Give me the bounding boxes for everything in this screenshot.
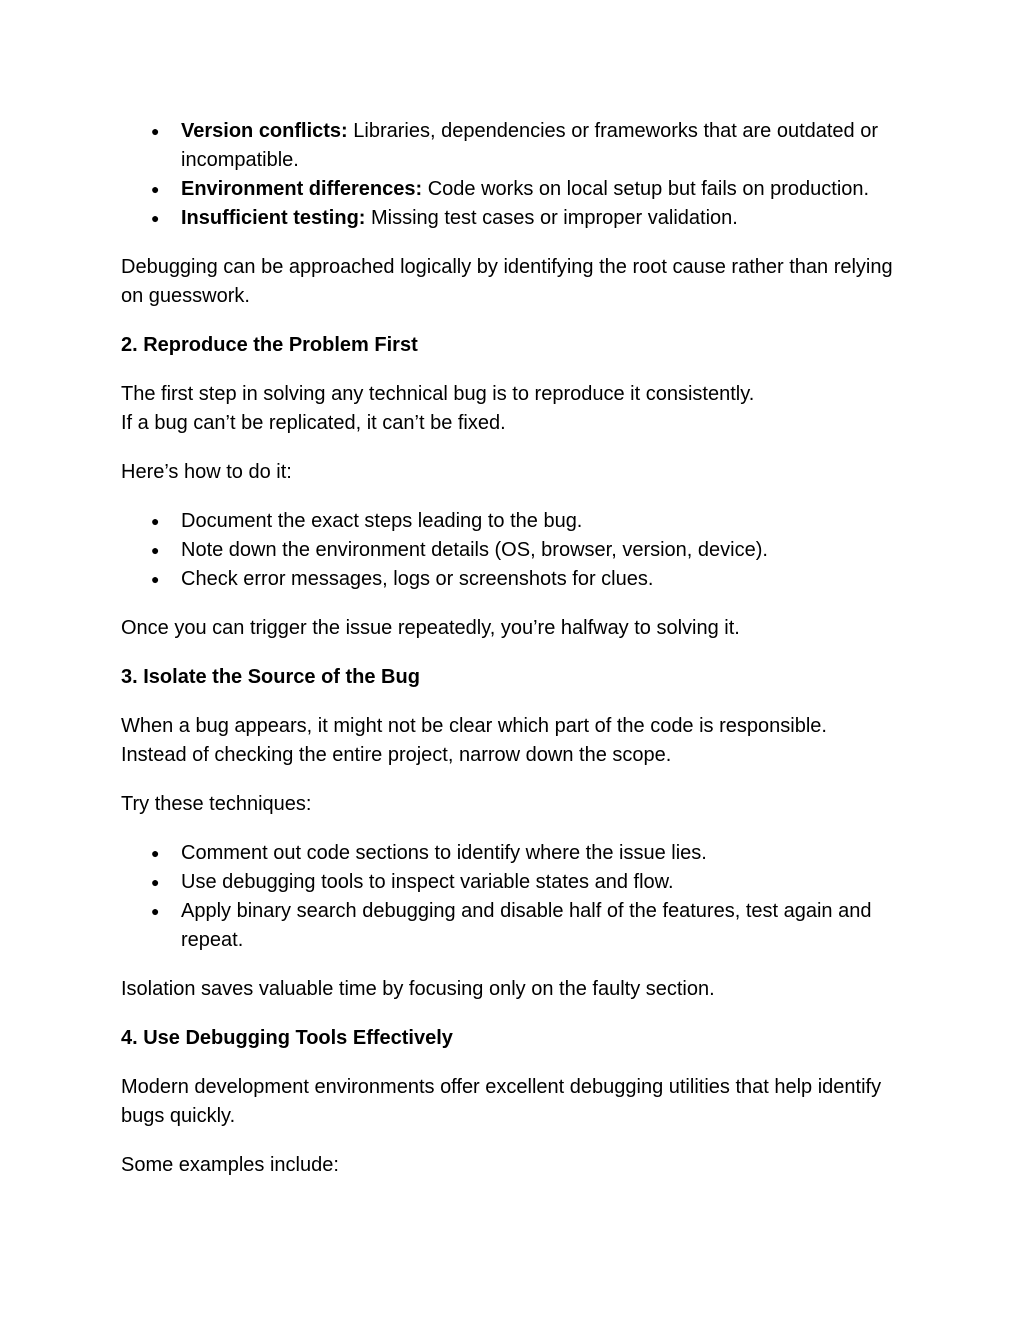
paragraph-line: If a bug can’t be replicated, it can’t be fixed. [121, 412, 506, 434]
section-3-bullet-list [121, 839, 901, 955]
bullet-icon: ● [151, 845, 160, 861]
bullet-text: Document the exact steps leading to the bug. [181, 510, 583, 532]
section-2-bullet-list [121, 507, 901, 594]
section-2-lead: Here’s how to do it: [121, 461, 292, 483]
list-item [121, 897, 901, 955]
bullet-term: Environment differences: [181, 178, 423, 200]
section-4-lead: Some examples include: [121, 1154, 339, 1176]
list-item [121, 868, 901, 897]
bullet-icon: ● [151, 874, 160, 890]
bullet-text: Check error messages, logs or screenshots for clues. [181, 568, 654, 590]
intro-paragraph: Debugging can be approached logically by identifying the root cause rather than relying on guesswork. [121, 256, 893, 307]
bullet-term: Insufficient testing: [181, 207, 366, 229]
list-item [121, 204, 901, 233]
bullet-text: Use debugging tools to inspect variable states and flow. [181, 871, 674, 893]
list-item [121, 536, 901, 565]
bullet-icon: ● [151, 542, 160, 558]
intro-bullet-list [121, 117, 901, 233]
list-item [121, 565, 901, 594]
list-item [121, 117, 901, 175]
section-2-closing: Once you can trigger the issue repeatedly, you’re halfway to solving it. [121, 617, 740, 639]
list-item [121, 507, 901, 536]
section-4-heading: 4. Use Debugging Tools Effectively [121, 1027, 453, 1049]
list-item [121, 175, 901, 204]
bullet-text: Note down the environment details (OS, browser, version, device). [181, 539, 768, 561]
section-2-paragraph [121, 380, 901, 438]
section-3-closing: Isolation saves valuable time by focusing only on the faulty section. [121, 978, 715, 1000]
bullet-icon: ● [151, 181, 160, 197]
bullet-icon: ● [151, 123, 160, 139]
paragraph-line: The first step in solving any technical bug is to reproduce it consistently. [121, 383, 755, 405]
bullet-text: Libraries, dependencies or frameworks that are outdated or incompatible. [181, 120, 879, 171]
bullet-text: Comment out code sections to identify where the issue lies. [181, 842, 707, 864]
section-4-paragraph: Modern development environments offer excellent debugging utilities that help identify bugs quickly. [121, 1076, 882, 1127]
section-3-lead: Try these techniques: [121, 793, 312, 815]
bullet-icon: ● [151, 210, 160, 226]
paragraph-line: When a bug appears, it might not be clear which part of the code is responsible. [121, 715, 827, 737]
bullet-icon: ● [151, 513, 160, 529]
paragraph-line: Instead of checking the entire project, narrow down the scope. [121, 744, 672, 766]
bullet-icon: ● [151, 571, 160, 587]
bullet-text: Missing test cases or improper validation. [365, 207, 738, 229]
bullet-icon: ● [151, 903, 160, 919]
document-content [121, 117, 901, 1200]
bullet-term: Version conflicts: [181, 120, 348, 142]
bullet-text: Code works on local setup but fails on production. [422, 178, 870, 200]
bullet-text: Apply binary search debugging and disable half of the features, test again and repeat. [181, 900, 872, 951]
list-item [121, 839, 901, 868]
section-3-paragraph [121, 712, 901, 770]
section-2-heading: 2. Reproduce the Problem First [121, 334, 418, 356]
section-3-heading: 3. Isolate the Source of the Bug [121, 666, 420, 688]
